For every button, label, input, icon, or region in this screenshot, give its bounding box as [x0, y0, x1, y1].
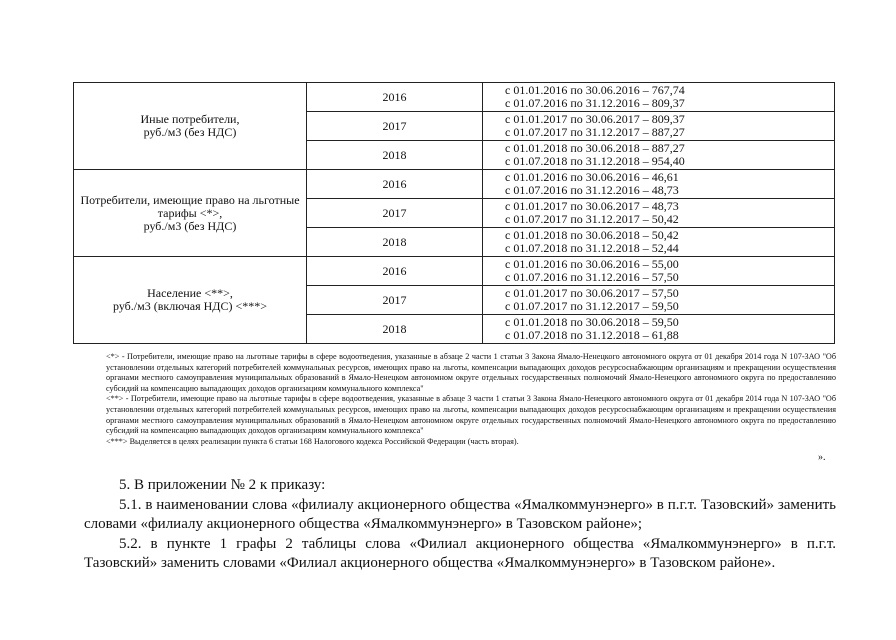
paragraph-5-2: 5.2. в пункте 1 графы 2 таблицы слова «Филиал акционерного общества «Ямалкоммунэнерго» в п.г.т. Тазовский» заменить словами «Филиал акционерного общества «Ямалкоммунэнерго» в Тазовском районе». [84, 535, 836, 571]
table-row [74, 170, 835, 199]
category-label: Население <**>, [147, 286, 233, 300]
category-label: руб./м3 (без НДС) [143, 125, 237, 139]
year-cell: 2016 [307, 83, 483, 112]
period-cell [483, 228, 835, 257]
period-line: с 01.01.2016 по 30.06.2016 – 46,61 [505, 170, 679, 184]
tariff-table [73, 82, 835, 344]
period-line: с 01.07.2017 по 31.12.2017 – 59,50 [505, 299, 679, 313]
paragraph-5: 5. В приложении № 2 к приказу: [119, 477, 326, 493]
year-cell: 2017 [307, 199, 483, 228]
footnote-2: <**> - Потребители, имеющие право на льготные тарифы в сфере водоотведения, указанные в абзаце 3 части 1 статьи 3 Закона Ямало-Ненецкого автономного округа от 01 декабря 2014 года N 107-ЗАО "Об установлении отдельных категорий потребителей коммунальных ресурсов, имеющих право на льготы, компенсации выпадающих доходов ресурсоснабжающим организациям и прекращении осуществления органами местного самоуправления муниципальных образований в Ямало-Ненецком автономном округе отдельных государственных полномочий Ямало-Ненецкого автономного округа по предоставлению субсидий на компенсацию выпадающих доходов организациям коммунального комплекса" [106, 394, 836, 436]
category-label: Потребители, имеющие право на льготные [80, 192, 300, 207]
table-row [74, 83, 835, 112]
period-cell [483, 112, 835, 141]
category-label: руб./м3 (без НДС) [143, 218, 237, 233]
period-cell [483, 83, 835, 112]
category-cell [74, 83, 307, 170]
period-line: с 01.07.2017 по 31.12.2017 – 50,42 [505, 212, 679, 226]
period-line: с 01.01.2018 по 30.06.2018 – 887,27 [505, 141, 685, 155]
period-line: с 01.07.2018 по 31.12.2018 – 52,44 [505, 241, 679, 255]
period-cell [483, 286, 835, 315]
footnotes [84, 352, 836, 447]
amendment-text [84, 476, 836, 574]
period-line: с 01.01.2018 по 30.06.2018 – 50,42 [505, 228, 679, 242]
year-cell: 2018 [307, 228, 483, 257]
year-cell: 2017 [307, 112, 483, 141]
footnote-3: <***> Выделяется в целях реализации пункта 6 статьи 168 Налогового кодекса Российской Федерации (часть вторая). [106, 436, 519, 446]
period-line: с 01.07.2018 по 31.12.2018 – 61,88 [505, 328, 679, 342]
year-cell: 2016 [307, 257, 483, 286]
table-row [74, 257, 835, 286]
period-line: с 01.01.2018 по 30.06.2018 – 59,50 [505, 315, 679, 329]
category-label: тарифы <*>, [157, 205, 223, 220]
period-line: с 01.01.2016 по 30.06.2016 – 55,00 [505, 257, 679, 271]
period-cell [483, 170, 835, 199]
period-cell [483, 257, 835, 286]
year-cell: 2018 [307, 315, 483, 344]
category-label: Иные потребители, [140, 112, 240, 126]
category-cell [74, 257, 307, 344]
period-cell [483, 141, 835, 170]
year-cell: 2018 [307, 141, 483, 170]
period-cell [483, 315, 835, 344]
period-line: с 01.01.2017 по 30.06.2017 – 809,37 [505, 112, 685, 126]
period-line: с 01.07.2016 по 31.12.2016 – 809,37 [505, 96, 685, 110]
period-line: с 01.01.2017 по 30.06.2017 – 48,73 [505, 199, 679, 213]
period-line: с 01.07.2017 по 31.12.2017 – 887,27 [505, 125, 685, 139]
year-cell: 2016 [307, 170, 483, 199]
period-line: с 01.07.2016 по 31.12.2016 – 48,73 [505, 183, 679, 197]
category-cell [74, 170, 307, 257]
period-line: с 01.01.2016 по 30.06.2016 – 767,74 [505, 83, 685, 97]
period-line: с 01.01.2017 по 30.06.2017 – 57,50 [505, 286, 679, 300]
category-label: руб./м3 (включая НДС) <***> [113, 299, 267, 313]
period-line: с 01.07.2018 по 31.12.2018 – 954,40 [505, 154, 685, 168]
footnote-1: <*> - Потребители, имеющие право на льготные тарифы в сфере водоотведения, указанные в абзаце 2 части 1 статьи 3 Закона Ямало-Ненецкого автономного округа от 01 декабря 2014 года N 107-ЗАО "Об установлении отдельных категорий потребителей коммунальных ресурсов, имеющих право на льготы, компенсации выпадающих доходов ресурсоснабжающим организациям и прекращении осуществления органами местного самоуправления муниципальных образований в Ямало-Ненецком автономном округе отдельных государственных полномочий Ямало-Ненецкого автономного округа по предоставлению субсидий на компенсацию выпадающих доходов организациям коммунального комплекса" [106, 352, 836, 393]
period-cell [483, 199, 835, 228]
closing-quote: ». [818, 452, 826, 463]
year-cell: 2017 [307, 286, 483, 315]
period-line: с 01.07.2016 по 31.12.2016 – 57,50 [505, 270, 679, 284]
paragraph-5-1: 5.1. в наименовании слова «филиалу акционерного общества «Ямалкоммунэнерго» в п.г.т. Тазовский» заменить словами «филиалу акционерного общества «Ямалкоммунэнерго» в Тазовском районе»; [84, 496, 836, 532]
